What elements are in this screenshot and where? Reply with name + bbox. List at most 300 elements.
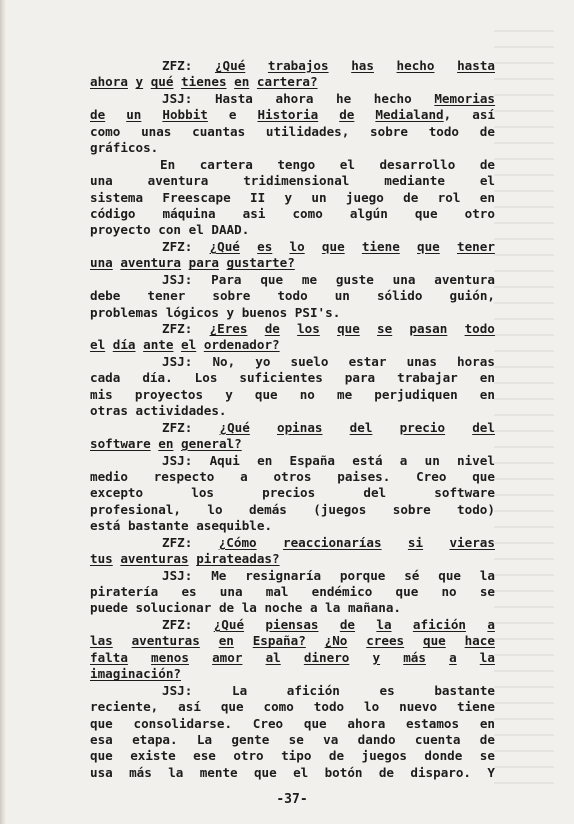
word: dinero <box>303 649 350 665</box>
text-line <box>90 305 495 321</box>
word: otro <box>233 748 264 764</box>
word: que <box>337 321 360 336</box>
text-line <box>90 370 495 386</box>
word: me <box>336 386 353 402</box>
text-line <box>90 124 495 140</box>
word: Medialand, <box>375 107 452 123</box>
word: bastante <box>434 682 495 698</box>
word: No, <box>212 353 236 369</box>
word: mañana. <box>347 600 402 616</box>
word: un <box>311 189 327 205</box>
word: estamos <box>406 715 460 731</box>
word: pasan <box>409 321 448 336</box>
text-line <box>90 206 495 222</box>
word: solucionar <box>135 600 212 616</box>
word: perjudiquen <box>374 386 458 402</box>
word: así <box>178 699 201 715</box>
word: botón <box>324 764 363 780</box>
word: tienes <box>181 74 227 90</box>
text-line <box>90 453 495 469</box>
word: se <box>288 731 304 747</box>
word: una <box>90 173 113 189</box>
word: que <box>438 567 461 583</box>
word: (juegos <box>313 501 367 517</box>
word: lo <box>364 699 380 715</box>
word: amor <box>212 649 243 665</box>
word: qué <box>150 74 174 90</box>
text-line <box>90 765 495 781</box>
word: así <box>472 107 495 123</box>
word: medio <box>90 468 128 484</box>
text-line <box>90 518 495 534</box>
word: de <box>479 156 495 172</box>
word: cuantas <box>192 123 246 139</box>
word: nivel <box>457 452 495 468</box>
word: piratería <box>90 584 159 599</box>
word: software <box>434 485 495 501</box>
word: el <box>293 764 309 780</box>
text-line <box>90 617 495 633</box>
word: a <box>309 600 318 616</box>
text-line <box>90 732 495 748</box>
word: demás <box>248 501 287 517</box>
word: problemas <box>90 304 159 320</box>
word: que <box>321 238 345 254</box>
word: cartera <box>199 156 253 172</box>
word: ZFZ: <box>162 419 193 435</box>
word: sobre <box>392 501 431 517</box>
word: disparo. <box>410 764 472 780</box>
word: ZFZ: <box>162 58 193 73</box>
word: consolidarse. <box>133 715 233 731</box>
word: tridimensional <box>243 173 350 189</box>
word: en <box>479 189 495 205</box>
word: ZFZ: <box>162 534 193 550</box>
word: trabajos <box>267 58 329 73</box>
word: unas <box>406 353 437 369</box>
word: guste <box>335 271 374 287</box>
text-line <box>90 568 495 584</box>
word: piensas <box>265 616 319 632</box>
word: en <box>479 370 495 386</box>
word: la <box>479 649 495 665</box>
word: con <box>158 222 182 238</box>
text-line <box>90 239 495 255</box>
word: lo <box>207 501 223 517</box>
word: mal <box>265 584 289 599</box>
word: afición <box>286 682 340 698</box>
word: falta <box>90 649 128 665</box>
word: está <box>90 518 121 534</box>
word: tus <box>90 551 113 567</box>
word: actividades. <box>135 403 227 419</box>
word: tener <box>147 288 186 304</box>
text-line <box>90 502 495 518</box>
word: como <box>292 205 323 221</box>
word: que <box>303 715 327 731</box>
word: aventura <box>147 173 209 189</box>
word: asequible. <box>196 518 273 534</box>
word: la <box>376 616 392 632</box>
text-line <box>90 420 495 436</box>
text-line <box>90 91 495 107</box>
text-line <box>90 403 495 419</box>
word: hecho <box>396 58 435 73</box>
text-line <box>90 222 495 238</box>
word: otro <box>464 205 495 221</box>
word: gustarte? <box>226 255 295 271</box>
word: ese <box>193 748 216 764</box>
word: sobre <box>212 288 251 304</box>
word: un <box>334 288 350 304</box>
word: tiene <box>361 238 400 254</box>
word: mis <box>90 386 113 402</box>
word: ¿Qué <box>213 616 245 632</box>
word: tengo <box>277 156 316 172</box>
word: Memorias <box>434 90 495 106</box>
word: opinas <box>277 419 323 435</box>
word: en <box>479 715 495 731</box>
word: aventura <box>120 255 182 271</box>
word: gráficos. <box>90 140 159 156</box>
word: Hasta <box>214 90 253 106</box>
word: más <box>403 649 426 665</box>
word: para <box>344 370 376 386</box>
word: Freescape <box>162 189 231 205</box>
word: de <box>479 731 495 747</box>
word: las <box>90 633 113 649</box>
word: un <box>126 107 142 123</box>
text-line <box>90 337 495 353</box>
word: profesional, <box>90 501 181 517</box>
word: cuenta <box>414 731 461 747</box>
word: asi <box>242 205 266 221</box>
word: si <box>407 534 424 550</box>
word: se <box>377 321 393 336</box>
word: paises. <box>337 468 391 484</box>
word: Y <box>487 764 495 780</box>
word: aventuras <box>120 551 189 567</box>
word: es <box>379 682 395 698</box>
word: trabajar <box>397 370 458 386</box>
word: Aqui <box>209 452 240 468</box>
word: La <box>231 682 248 698</box>
word: de <box>378 764 395 780</box>
word: una <box>219 584 243 599</box>
word: suelo <box>290 353 329 369</box>
text-line <box>90 699 495 715</box>
word: JSJ: <box>162 271 193 287</box>
word: y <box>226 304 235 320</box>
word: lógicos <box>165 304 219 320</box>
word: juegos <box>361 748 407 764</box>
word: porque <box>339 567 386 583</box>
word: sistema <box>90 189 144 205</box>
word: precio <box>399 419 446 435</box>
word: ¿Qué <box>219 419 250 435</box>
word: mediante <box>384 173 445 189</box>
word: mente <box>199 764 238 780</box>
word: Me <box>211 567 227 583</box>
text-line <box>90 255 495 271</box>
word: puede <box>90 600 128 616</box>
word: sólido <box>376 288 423 304</box>
text-line <box>90 272 495 288</box>
word: me <box>301 271 318 287</box>
word: de <box>479 123 495 139</box>
word: y <box>372 649 381 665</box>
word: debe <box>90 288 121 304</box>
word: ¿Qué <box>209 238 240 254</box>
word: reciente, <box>90 699 159 715</box>
word: hecho <box>373 90 412 106</box>
word: no <box>441 584 457 599</box>
word: JSJ: <box>162 682 193 698</box>
word: JSJ: <box>162 90 193 106</box>
word: buenos <box>241 304 288 320</box>
word: ahora <box>347 715 386 731</box>
word: se <box>479 748 495 764</box>
word: imaginación? <box>90 666 181 682</box>
word: ¿No <box>324 633 348 649</box>
word: a <box>449 649 457 665</box>
word: Creo <box>416 468 447 484</box>
word: todo <box>277 288 308 304</box>
word: vieras <box>449 534 495 550</box>
word: y <box>135 74 144 90</box>
word: que <box>254 386 278 402</box>
word: todo <box>464 321 495 336</box>
word: el <box>188 222 204 238</box>
word: usa <box>90 764 113 780</box>
text-line <box>90 387 495 403</box>
word: lo <box>289 238 305 254</box>
word: España? <box>252 633 306 649</box>
text-line <box>90 748 495 764</box>
word: ¿Eres <box>209 321 248 336</box>
word: crees <box>366 633 405 649</box>
word: en <box>479 386 495 402</box>
word: los <box>297 321 320 336</box>
word: e <box>228 107 237 123</box>
word: a <box>240 468 248 484</box>
text-line <box>90 600 495 616</box>
word: una <box>392 271 416 287</box>
word: que <box>395 584 419 599</box>
word: es <box>181 584 197 599</box>
word: y <box>284 189 293 205</box>
word: general? <box>181 436 242 452</box>
text-line <box>90 683 495 699</box>
word: desarrollo <box>379 156 456 172</box>
word: Hobbit <box>162 107 208 123</box>
word: menos <box>151 649 189 665</box>
word: el <box>181 337 197 353</box>
word: JSJ: <box>162 452 193 468</box>
word: rol <box>437 189 461 205</box>
word: dando <box>357 731 396 747</box>
word: como <box>90 123 121 139</box>
word: que <box>220 699 244 715</box>
text-line <box>90 58 495 74</box>
word: Para <box>211 271 242 287</box>
word: día. <box>142 370 173 386</box>
word: unas <box>141 123 172 139</box>
word: he <box>336 90 352 106</box>
word: estar <box>348 353 387 369</box>
text-line <box>90 535 495 551</box>
word: se <box>479 584 495 599</box>
word: está <box>352 452 383 468</box>
text-line <box>90 190 495 206</box>
text-line <box>90 157 495 173</box>
word: que <box>472 468 495 484</box>
word: aventura <box>434 271 495 287</box>
word: todo <box>313 699 345 715</box>
page-number: -37- <box>276 792 308 807</box>
word: que <box>90 715 113 731</box>
word: el <box>90 337 106 353</box>
text-line <box>90 584 495 600</box>
word: como <box>263 699 294 715</box>
word: proyecto <box>90 222 151 238</box>
word: precios <box>262 485 316 501</box>
word: La <box>196 731 213 747</box>
word: ante <box>143 337 174 353</box>
word: suficientes <box>239 370 323 386</box>
word: DAAD. <box>211 222 250 238</box>
word: II <box>249 189 266 205</box>
word: del <box>363 485 387 501</box>
word: sé <box>404 567 420 583</box>
word: donde <box>424 748 463 764</box>
word: Creo <box>252 715 284 731</box>
word: de <box>403 189 419 205</box>
word: de <box>218 600 235 616</box>
word: de <box>339 107 355 123</box>
text-line <box>90 288 495 304</box>
word: JSJ: <box>162 567 193 583</box>
word: que <box>414 205 438 221</box>
word: juego <box>345 189 384 205</box>
word: al <box>265 649 281 665</box>
word: todo) <box>457 501 495 517</box>
word: has <box>351 58 374 73</box>
word: del <box>472 419 495 435</box>
word: sobre <box>370 123 408 139</box>
word: va <box>323 731 339 747</box>
word: código <box>90 205 136 221</box>
text-line <box>90 74 495 90</box>
text-line <box>90 666 495 682</box>
word: en <box>234 74 250 90</box>
word: una <box>90 255 113 271</box>
word: que <box>253 764 277 780</box>
word: software <box>90 436 151 452</box>
word: de <box>339 616 356 632</box>
text-line <box>90 485 495 501</box>
word: un <box>424 452 440 468</box>
word: en <box>218 633 234 649</box>
word: En <box>160 156 176 172</box>
word: es <box>257 238 273 254</box>
text-line <box>90 633 495 649</box>
word: existe <box>130 748 176 764</box>
word: en <box>257 452 273 468</box>
word: gente <box>231 731 270 747</box>
text-line <box>90 436 495 452</box>
word: otras <box>90 403 128 419</box>
word: y <box>225 386 233 402</box>
word: para <box>188 255 219 271</box>
word: PSI's. <box>294 304 341 320</box>
word: cada <box>90 370 121 386</box>
word: ¿Cómo <box>218 534 257 550</box>
word: de <box>264 321 280 336</box>
word: todo <box>428 123 460 139</box>
word: ZFZ: <box>162 616 193 632</box>
word: los <box>191 485 214 501</box>
text-line <box>90 321 495 337</box>
word: JSJ: <box>162 353 193 369</box>
word: la <box>241 600 257 616</box>
word: endémico <box>311 584 373 599</box>
word: afición <box>412 616 466 632</box>
word: a <box>399 452 408 468</box>
text-line <box>90 650 495 666</box>
word: en <box>158 436 174 452</box>
text-line <box>90 551 495 567</box>
interview-text <box>90 58 495 781</box>
text-line <box>90 469 495 485</box>
word: pirateadas? <box>196 551 280 567</box>
show-through-text <box>494 30 554 790</box>
word: de <box>328 748 345 764</box>
text-line <box>90 716 495 732</box>
word: de <box>90 107 106 123</box>
word: Historia <box>257 107 319 123</box>
word: Los <box>194 370 218 386</box>
page-binding-edge <box>0 0 6 824</box>
word: tipo <box>281 748 312 764</box>
word: tiene <box>456 699 495 715</box>
word: el <box>339 156 355 172</box>
word: aventuras <box>131 633 200 649</box>
word: horas <box>457 353 495 369</box>
word: máquina <box>162 205 216 221</box>
word: la <box>168 764 184 780</box>
word: ZFZ: <box>162 321 193 336</box>
word: algún <box>349 205 388 221</box>
word: bastante <box>127 518 189 534</box>
word: reaccionarías <box>282 534 382 550</box>
word: más <box>129 764 152 780</box>
word: hace <box>464 633 495 649</box>
word: el <box>479 173 495 189</box>
word: la <box>325 600 341 616</box>
word: la <box>479 567 495 583</box>
text-line <box>90 140 495 156</box>
word: tener <box>456 238 495 254</box>
word: que <box>90 748 113 764</box>
word: ahora <box>90 74 128 90</box>
text-line <box>90 354 495 370</box>
word: que <box>260 271 284 287</box>
word: nuevo <box>399 699 438 715</box>
text-line <box>90 173 495 189</box>
word: resignaría <box>245 567 322 583</box>
word: ahora <box>275 90 314 106</box>
